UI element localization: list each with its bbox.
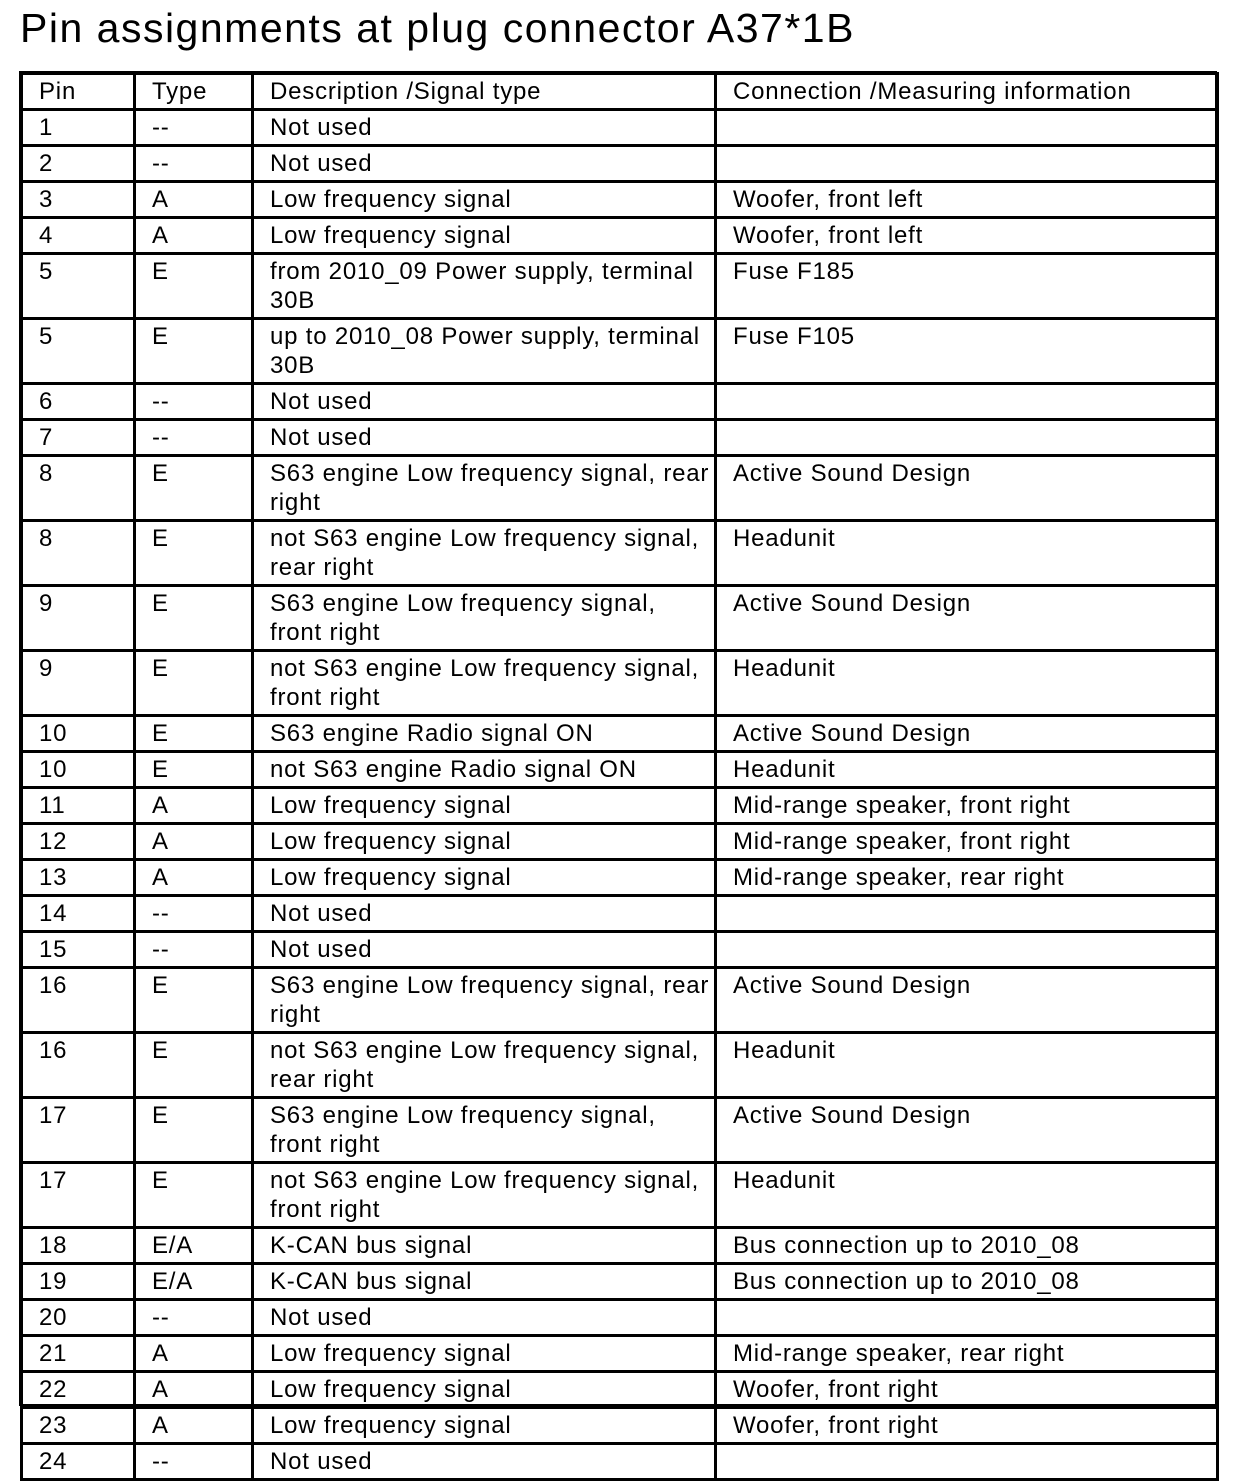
cell-type: A [135, 860, 253, 896]
cell-connection: Woofer, front right [716, 1408, 1218, 1444]
pin-assignment-table [20, 72, 1219, 1481]
cell-type: A [135, 1408, 253, 1444]
cell-description: S63 engine Low frequency signal, rear right [253, 968, 716, 1033]
table-row [22, 146, 1218, 182]
cell-type: E [135, 968, 253, 1033]
cell-description: Not used [253, 932, 716, 968]
cell-description: Not used [253, 420, 716, 456]
cell-connection: Active Sound Design [716, 586, 1218, 651]
cell-type: A [135, 788, 253, 824]
cell-description: not S63 engine Low frequency signal, front right [253, 651, 716, 716]
table-row [22, 586, 1218, 651]
table-row [22, 968, 1218, 1033]
cell-type: E [135, 651, 253, 716]
cell-pin: 9 [22, 586, 135, 651]
cell-type: E [135, 456, 253, 521]
cell-connection: Headunit [716, 752, 1218, 788]
cell-description: S63 engine Radio signal ON [253, 716, 716, 752]
cell-description: not S63 engine Low frequency signal, rear right [253, 521, 716, 586]
cell-pin: 20 [22, 1300, 135, 1336]
cell-pin: 4 [22, 218, 135, 254]
cell-connection: Mid-range speaker, rear right [716, 1336, 1218, 1372]
cell-type: E [135, 586, 253, 651]
cell-connection [716, 110, 1218, 146]
cell-pin: 1 [22, 110, 135, 146]
table-row [22, 218, 1218, 254]
cell-description: Not used [253, 1300, 716, 1336]
cell-connection: Active Sound Design [716, 1098, 1218, 1163]
cell-type: A [135, 182, 253, 218]
cell-type: -- [135, 146, 253, 182]
table-row [22, 1300, 1218, 1336]
cell-pin: 17 [22, 1163, 135, 1228]
cell-connection: Woofer, front left [716, 218, 1218, 254]
table-row [22, 1336, 1218, 1372]
table-row [22, 110, 1218, 146]
cell-type: E [135, 1033, 253, 1098]
cell-pin: 16 [22, 968, 135, 1033]
table-row [22, 456, 1218, 521]
cell-connection: Mid-range speaker, front right [716, 824, 1218, 860]
cell-pin: 10 [22, 716, 135, 752]
cell-connection [716, 384, 1218, 420]
page-title: Pin assignments at plug connector A37*1B [20, 5, 855, 51]
cell-pin: 7 [22, 420, 135, 456]
cell-pin: 23 [22, 1408, 135, 1444]
cell-type: E [135, 319, 253, 384]
cell-connection: Fuse F185 [716, 254, 1218, 319]
cell-description: Not used [253, 384, 716, 420]
table-row [22, 788, 1218, 824]
table-row [22, 1372, 1218, 1408]
cell-type: A [135, 1372, 253, 1408]
header-pin: Pin [22, 74, 135, 110]
table-row [22, 716, 1218, 752]
cell-type: -- [135, 1300, 253, 1336]
cell-description: S63 engine Low frequency signal, front right [253, 586, 716, 651]
cell-description: Low frequency signal [253, 824, 716, 860]
cell-description: S63 engine Low frequency signal, front right [253, 1098, 716, 1163]
table-row [22, 896, 1218, 932]
cell-pin: 14 [22, 896, 135, 932]
cell-description: Low frequency signal [253, 788, 716, 824]
cell-connection [716, 1444, 1218, 1480]
cell-type: E [135, 716, 253, 752]
cell-type: E [135, 1163, 253, 1228]
table-header-row [22, 74, 1218, 110]
table-row [22, 319, 1218, 384]
table-row [22, 824, 1218, 860]
cell-pin: 2 [22, 146, 135, 182]
table-row [22, 384, 1218, 420]
cell-pin: 17 [22, 1098, 135, 1163]
cell-pin: 8 [22, 521, 135, 586]
cell-pin: 5 [22, 319, 135, 384]
table-row [22, 932, 1218, 968]
cell-description: Not used [253, 1444, 716, 1480]
cell-description: Low frequency signal [253, 860, 716, 896]
cell-type: A [135, 824, 253, 860]
cell-connection: Bus connection up to 2010_08 [716, 1228, 1218, 1264]
cell-type: A [135, 1336, 253, 1372]
cell-description: Low frequency signal [253, 182, 716, 218]
table-row [22, 1228, 1218, 1264]
cell-description: Low frequency signal [253, 1372, 716, 1408]
cell-pin: 11 [22, 788, 135, 824]
cell-connection [716, 896, 1218, 932]
cell-description: not S63 engine Low frequency signal, rear right [253, 1033, 716, 1098]
cell-pin: 24 [22, 1444, 135, 1480]
table-row [22, 860, 1218, 896]
cell-type: -- [135, 896, 253, 932]
cell-type: E [135, 254, 253, 319]
cell-connection: Bus connection up to 2010_08 [716, 1264, 1218, 1300]
cell-pin: 6 [22, 384, 135, 420]
cell-type: -- [135, 1444, 253, 1480]
cell-pin: 3 [22, 182, 135, 218]
table-row [22, 254, 1218, 319]
cell-pin: 19 [22, 1264, 135, 1300]
cell-pin: 22 [22, 1372, 135, 1408]
cell-type: E/A [135, 1228, 253, 1264]
cell-type: E [135, 752, 253, 788]
cell-type: -- [135, 932, 253, 968]
cell-connection: Active Sound Design [716, 456, 1218, 521]
cell-connection [716, 420, 1218, 456]
cell-description: Low frequency signal [253, 218, 716, 254]
cell-connection: Fuse F105 [716, 319, 1218, 384]
cell-pin: 16 [22, 1033, 135, 1098]
cell-pin: 18 [22, 1228, 135, 1264]
cell-type: -- [135, 420, 253, 456]
cell-connection: Woofer, front left [716, 182, 1218, 218]
cell-description: Low frequency signal [253, 1336, 716, 1372]
header-connection: Connection /Measuring information [716, 74, 1218, 110]
cell-description: K-CAN bus signal [253, 1228, 716, 1264]
cell-description: K-CAN bus signal [253, 1264, 716, 1300]
cell-connection: Headunit [716, 521, 1218, 586]
cell-description: Low frequency signal [253, 1408, 716, 1444]
cell-description: S63 engine Low frequency signal, rear right [253, 456, 716, 521]
cell-type: A [135, 218, 253, 254]
cell-connection: Woofer, front right [716, 1372, 1218, 1408]
cell-connection: Active Sound Design [716, 968, 1218, 1033]
cell-pin: 21 [22, 1336, 135, 1372]
table-row [22, 521, 1218, 586]
cell-description: Not used [253, 110, 716, 146]
cell-pin: 13 [22, 860, 135, 896]
cell-pin: 15 [22, 932, 135, 968]
cell-type: -- [135, 384, 253, 420]
header-description: Description /Signal type [253, 74, 716, 110]
table-row [22, 1444, 1218, 1480]
cell-type: E [135, 1098, 253, 1163]
table-row [22, 1098, 1218, 1163]
cell-pin: 5 [22, 254, 135, 319]
table-row [22, 1264, 1218, 1300]
cell-type: -- [135, 110, 253, 146]
cell-description: not S63 engine Radio signal ON [253, 752, 716, 788]
cell-connection: Mid-range speaker, rear right [716, 860, 1218, 896]
cell-description: from 2010_09 Power supply, terminal 30B [253, 254, 716, 319]
cell-pin: 8 [22, 456, 135, 521]
cell-connection [716, 146, 1218, 182]
cell-description: up to 2010_08 Power supply, terminal 30B [253, 319, 716, 384]
cell-connection [716, 1300, 1218, 1336]
cell-pin: 10 [22, 752, 135, 788]
cell-pin: 12 [22, 824, 135, 860]
cell-connection: Mid-range speaker, front right [716, 788, 1218, 824]
cell-type: E/A [135, 1264, 253, 1300]
table-row [22, 182, 1218, 218]
cell-connection [716, 932, 1218, 968]
cell-connection: Headunit [716, 651, 1218, 716]
table-row [22, 420, 1218, 456]
table-row [22, 752, 1218, 788]
table-row [22, 1033, 1218, 1098]
cell-description: Not used [253, 896, 716, 932]
table-row [22, 651, 1218, 716]
cell-type: E [135, 521, 253, 586]
table-body [22, 110, 1218, 1480]
cell-connection: Headunit [716, 1163, 1218, 1228]
cell-description: Not used [253, 146, 716, 182]
table-row [22, 1408, 1218, 1444]
table-row [22, 1163, 1218, 1228]
cell-connection: Active Sound Design [716, 716, 1218, 752]
cell-connection: Headunit [716, 1033, 1218, 1098]
cell-description: not S63 engine Low frequency signal, front right [253, 1163, 716, 1228]
header-type: Type [135, 74, 253, 110]
cell-pin: 9 [22, 651, 135, 716]
